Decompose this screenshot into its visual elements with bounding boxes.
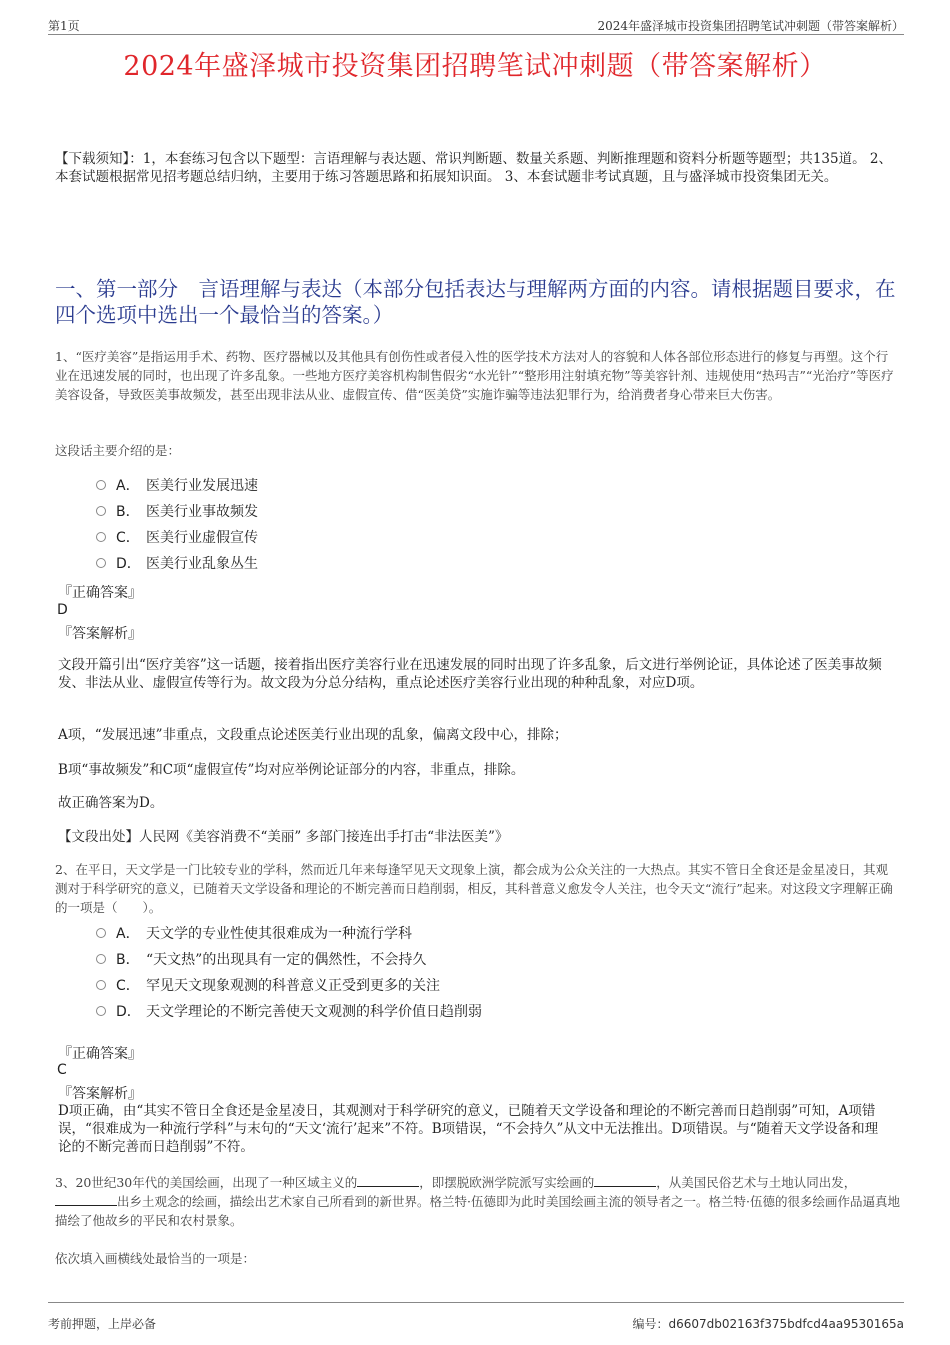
header-doc-title: 2024年盛泽城市投资集团招聘笔试冲刺题（带答案解析）: [597, 19, 904, 33]
fill-blank: [357, 1174, 419, 1187]
q1-source: 【文段出处】人民网《美容消费不“美丽” 多部门接连出手打击“非法医美”》: [58, 829, 509, 845]
page-number: 第1页: [48, 19, 80, 33]
q1-analysis-p2: A项，“发展迅速”非重点，文段重点论述医美行业出现的乱象，偏离文段中心，排除；: [58, 727, 568, 743]
q1-option-c[interactable]: C． 医美行业虚假宣传: [96, 528, 258, 548]
q1-analysis-p3: B项“事故频发”和C项“虚假宣传”均对应举例论证部分的内容，非重点，排除。: [58, 762, 525, 778]
q2-analysis: D项正确，由“其实不管日全食还是金星凌日，其观测对于科学研究的意义，已随着天文学设备和理论的不断完善而日趋削弱”可知，A项错误，“很难成为一种流行学科”与末句的“天文‘流行’起来”不符。B项错误，“不会持久”从文中无法推出。D项错误。与“随着天文学设备和理论的不断完善而日趋削弱”不符。: [58, 1103, 879, 1155]
radio-icon[interactable]: [96, 558, 106, 568]
q1-analysis-p1: 文段开篇引出“医疗美容”这一话题，接着指出医疗美容行业在迅速发展的同时出现了许多乱象，后文进行举例论证，具体论述了医美事故频发、非法从业、虚假宣传等行为。故文段为分总分结构，重点论述医疗美容行业出现的种种乱象，对应D项。: [58, 657, 882, 691]
download-notice: 【下载须知】：1，本套练习包含以下题型：言语理解与表达题、常识判断题、数量关系题、判断推理题和资料分析题等题型；共135道。 2、本套试题根据常见招考题总结归纳，主要用于练习答题思路和拓展知识面。 3、本套试题非考试真题，且与盛泽城市投资集团无关。: [55, 151, 892, 185]
footer-slogan: 考前押题，上岸必备: [48, 1317, 157, 1331]
q1-analysis-label: 『答案解析』: [58, 626, 142, 642]
question-1-text: 1、“医疗美容”是指运用手术、药物、医疗器械以及其他具有创伤性或者侵入性的医学技术方法对人的容貌和人体各部位形态进行的修复与再塑。这个行业在迅速发展的同时，也出现了许多乱象。一些地方医疗美容机构制售假劣“水光针”“整形用注射填充物”等美容针剂、违规使用“热玛吉”“光治疗”等医疗美容设备，导致医美事故频发，甚至出现非法从业、虚假宣传、借“医美贷”实施诈骗等违法犯罪行为，给消费者身心带来巨大伤害。: [55, 349, 894, 402]
question-2-text: 2、在平日，天文学是一门比较专业的学科，然而近几年来每逢罕见天文现象上演，都会成为公众关注的一大热点。其实不管日全食还是金星凌日，其观测对于科学研究的意义，已随着天文学设备和理论的不断完善而日趋削弱，相反，其科普意义愈发令人关注，也令天文“流行”起来。对这段文字理解正确的一项是（ ）。: [55, 862, 893, 915]
q2-option-b[interactable]: B． “天文热”的出现具有一定的偶然性，不会持久: [96, 950, 426, 970]
question-3-stem: 依次填入画横线处最恰当的一项是：: [55, 1251, 256, 1266]
q2-answer: C: [57, 1062, 67, 1078]
q1-option-d[interactable]: D． 医美行业乱象丛生: [96, 554, 258, 574]
radio-icon[interactable]: [96, 1006, 106, 1016]
radio-icon[interactable]: [96, 506, 106, 516]
page-header: [48, 16, 904, 35]
radio-icon[interactable]: [96, 532, 106, 542]
q2-option-a[interactable]: A． 天文学的专业性使其很难成为一种流行学科: [96, 924, 412, 944]
q1-option-b[interactable]: B． 医美行业事故频发: [96, 502, 258, 522]
q2-option-d[interactable]: D． 天文学理论的不断完善使天文观测的科学价值日趋削弱: [96, 1002, 482, 1022]
q1-answer: D: [57, 602, 68, 618]
radio-icon[interactable]: [96, 480, 106, 490]
q2-option-c[interactable]: C． 罕见天文现象观测的科普意义正受到更多的关注: [96, 976, 440, 996]
section-heading: 一、第一部分 言语理解与表达（本部分包括表达与理解两方面的内容。请根据题目要求，在四个选项中选出一个最恰当的答案。）: [55, 277, 896, 327]
q1-option-a[interactable]: A． 医美行业发展迅速: [96, 476, 258, 496]
radio-icon[interactable]: [96, 980, 106, 990]
footer-code: 编号：d6607db02163f375bdfcd4aa9530165a: [632, 1317, 904, 1331]
page-footer: [48, 1302, 904, 1333]
radio-icon[interactable]: [96, 928, 106, 938]
q2-answer-label: 『正确答案』: [58, 1046, 142, 1062]
q1-answer-label: 『正确答案』: [58, 585, 142, 601]
question-3-text: 3、20世纪30年代的美国绘画，出现了一种区域主义的 ，即摆脱欧洲学院派写实绘画的 ，从美国民俗艺术与土地认同出发，出乡土观念的绘画，描绘出艺术家自己所看到的新世界。格兰特·伍德即为此时美国绘画主流的领导者之一。格兰特·伍德的很多绘画作品逼真地描绘了他故乡的平民和农村景象。: [55, 1175, 900, 1228]
fill-blank: [55, 1193, 117, 1206]
q1-analysis-p4: 故正确答案为D。: [58, 795, 164, 811]
radio-icon[interactable]: [96, 954, 106, 964]
q2-analysis-label: 『答案解析』: [58, 1086, 142, 1102]
page-title: 2024年盛泽城市投资集团招聘笔试冲刺题（带答案解析）: [123, 51, 827, 82]
fill-blank: [594, 1174, 656, 1187]
question-1-stem: 这段话主要介绍的是：: [55, 443, 181, 458]
